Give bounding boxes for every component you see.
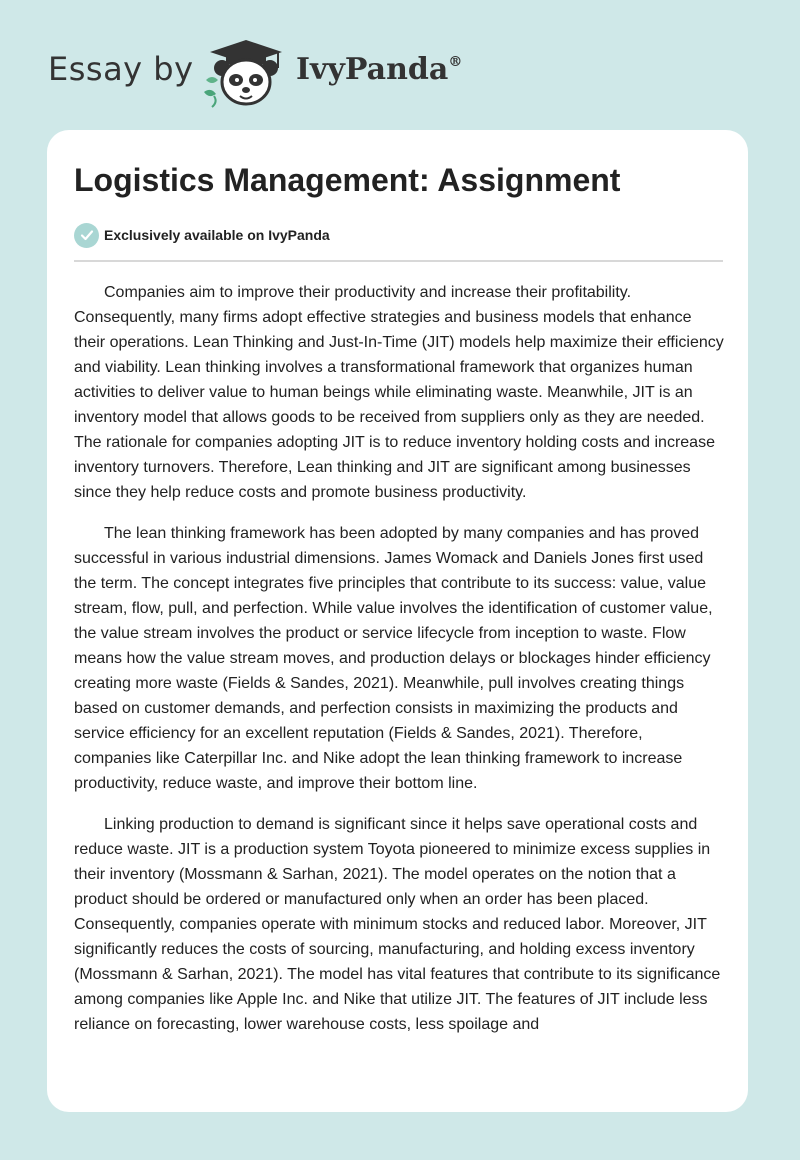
check-circle-icon [74, 223, 99, 248]
paragraph: Linking production to demand is significant since it helps save operational costs and reduce waste. JIT is a production system Toyota pioneered to minimize excess supplies in their inventory (Mossmann & Sarhan, 2021). The model operates on the notion that a product should be ordered or manufactured only when an order has been placed. Consequently, companies operate with minimum stocks and reduced labor. Moreover, JIT significantly reduces the costs of sourcing, manufacturing, and holding excess inventory (Mossmann & Sarhan, 2021). The model has vital features that contribute to its significance among companies like Apple Inc. and Nike that utilize JIT. The features of JIT include less reliance on forecasting, lower warehouse costs, less spoilage and [74, 816, 721, 1033]
article-body [74, 280, 724, 1080]
exclusive-badge [74, 222, 330, 248]
paragraph: Companies aim to improve their productivity and increase their profitability. Consequently, many firms adopt effective strategies and business models that enhance their operations. Lean Thinking and Just-In-Time (JIT) models help maximize their efficiency and viability. Lean thinking involves a transformational framework that organizes human activities to deliver value to human beings while eliminating waste. Meanwhile, JIT is an inventory model that allows goods to be received from suppliers only as they are needed. The rationale for companies adopting JIT is to reduce inventory holding costs and increase inventory turnovers. Therefore, Lean thinking and JIT are significant among businesses since they help reduce costs and promote business productivity. [74, 284, 724, 501]
registered-mark: ® [448, 54, 463, 70]
brand-prefix: Essay by [48, 50, 194, 88]
page-title: Logistics Management: Assignment [74, 162, 621, 198]
paragraph: The lean thinking framework has been adopted by many companies and has proved successful in various industrial dimensions. James Womack and Daniels Jones first used the term. The concept integrates five principles that contribute to its success: value, value stream, flow, pull, and perfection. While value involves the identification of customer value, the value stream involves the product or service lifecycle from inception to waste. Flow means how the value stream moves, and production delays or blockages hinder efficiency creating more waste (Fields & Sandes, 2021). Meanwhile, pull involves creating things based on customer demands, and perfection consists in maximizing the products and service efficiency for an excellent reputation (Fields & Sandes, 2021). Therefore, companies like Caterpillar Inc. and Nike adopt the lean thinking framework to increase productivity, reduce waste, and improve their bottom line. [74, 525, 713, 792]
divider [74, 260, 723, 262]
exclusive-badge-label: Exclusively available on IvyPanda [104, 227, 330, 243]
article-card [47, 130, 748, 1112]
site-header [0, 0, 800, 130]
panda-graduate-logo-icon[interactable] [200, 36, 292, 108]
brand-name[interactable]: IvyPanda® [296, 52, 463, 87]
